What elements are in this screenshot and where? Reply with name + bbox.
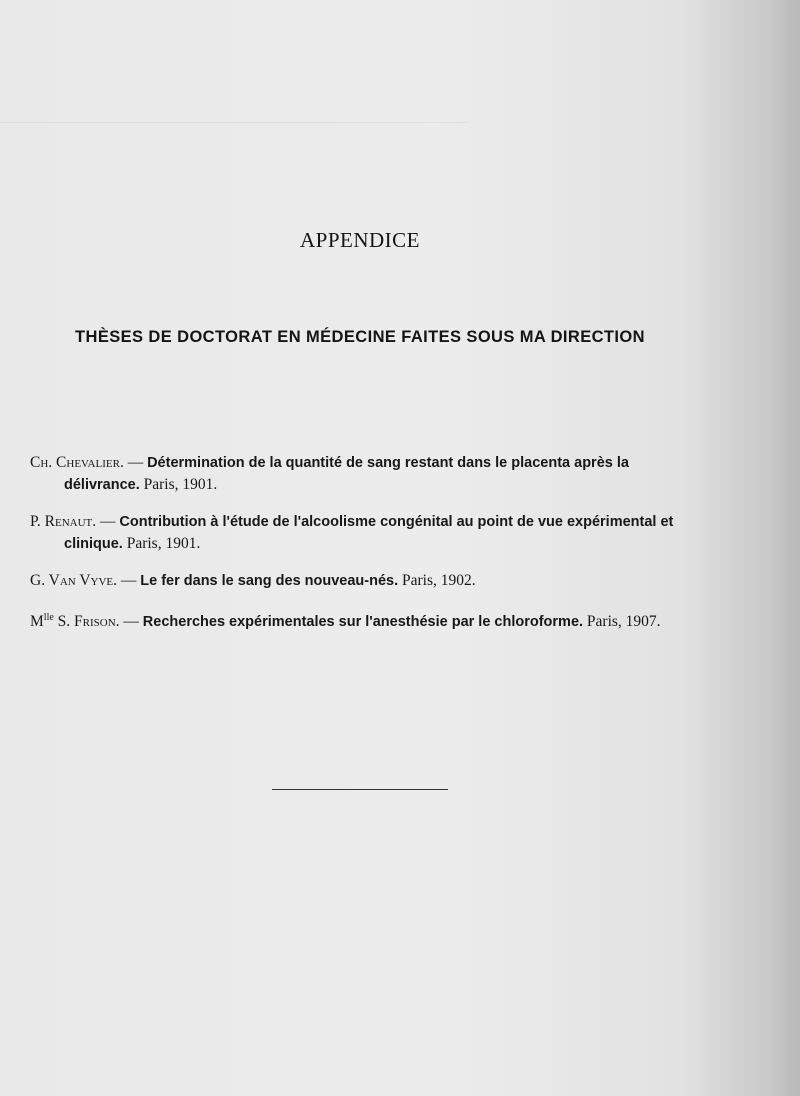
page-title: APPENDICE <box>299 228 420 252</box>
closing-rule <box>272 789 448 790</box>
entry-place-year: Paris, 1902. <box>402 572 476 589</box>
entry-author: P. Renaut. <box>30 513 97 530</box>
thesis-list <box>30 452 702 648</box>
entry-author: G. Van Vyve. <box>30 572 118 589</box>
entry-place-year: Paris, 1907. <box>586 613 661 631</box>
entry-work-title: Contribution à l'étude de l'alcoolisme congénital au point de vue expérimental et clinique. <box>64 514 674 552</box>
entry-author-prefix: M <box>30 613 44 631</box>
thesis-entry: G. Van Vyve. — Le fer dans le sang des nouveau-nés. Paris, 1902. <box>30 572 476 589</box>
show-through-texture: ──────────────────────────────────────────── <box>0 115 468 131</box>
entry-author: Ch. Chevalier. <box>30 454 124 471</box>
thesis-entry: $M^{lle}$ S. Frison. — Recherches expérimentales sur l'anesthésie par le chloroforme. Paris, 1907. <box>30 612 661 631</box>
entry-work-title: Le fer dans le sang des nouveau-nés. <box>140 573 399 589</box>
section-subtitle: THÈSES DE DOCTORAT EN MÉDECINE FAITES SOUS MA DIRECTION <box>75 328 645 346</box>
thesis-entry: Ch. Chevalier. — Détermination de la quantité de sang restant dans le placenta après la délivrance. Paris, 1901. <box>30 454 629 493</box>
entry-place-year: Paris, 1901. <box>143 476 218 493</box>
thesis-entry: P. Renaut. — Contribution à l'étude de l'alcoolisme congénital au point de vue expérimental et clinique. Paris, 1901. <box>30 513 674 552</box>
entry-work-title: Détermination de la quantité de sang restant dans le placenta après la délivrance. <box>64 455 629 493</box>
entry-author: S. Frison. <box>57 613 120 631</box>
entry-author-superscript: lle <box>43 612 54 623</box>
entry-place-year: Paris, 1901. <box>126 535 201 552</box>
entry-work-title: Recherches expérimentales sur l'anesthésie par le chloroforme. <box>142 614 584 631</box>
